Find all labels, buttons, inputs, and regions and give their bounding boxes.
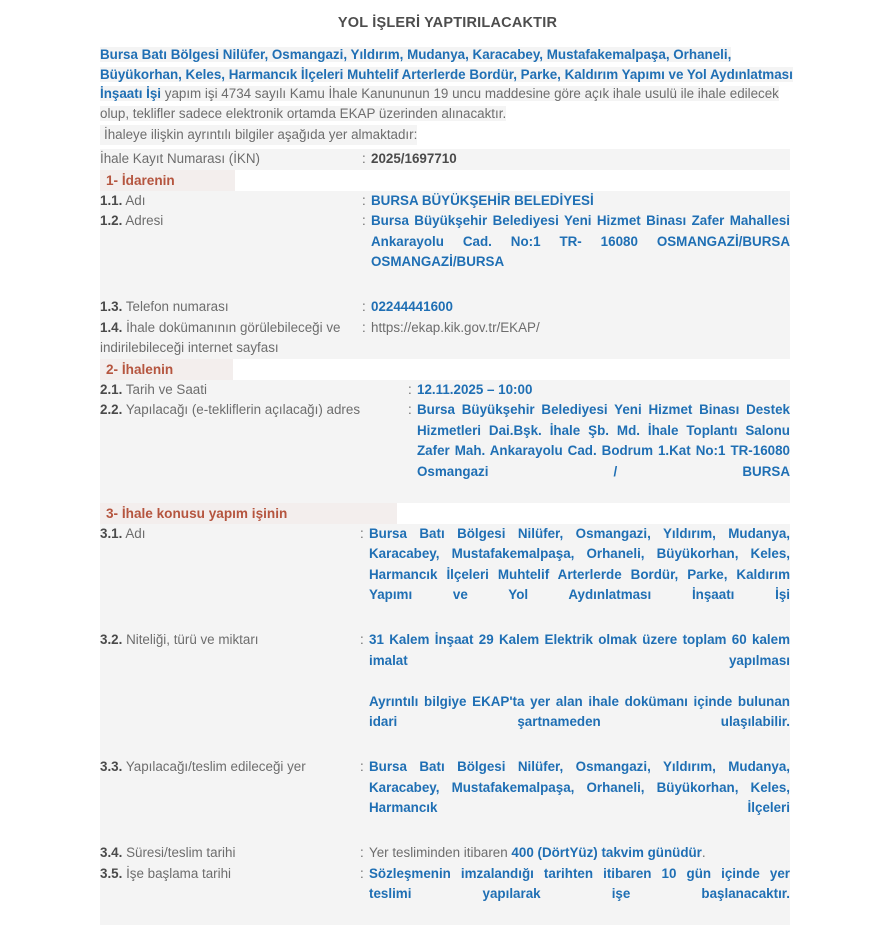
row-2-1-number: 2.1.	[100, 382, 122, 397]
page-title: YOL İŞLERİ YAPTIRILACAKTIR	[0, 0, 895, 45]
table-row-3-3	[100, 757, 790, 839]
details-table	[100, 149, 790, 380]
row-3-1-text: Adı	[122, 526, 145, 541]
row-3-5-number: 3.5.	[100, 866, 122, 881]
row-3-2-value-line2: Ayrıntılı bilgiye EKAP'ta yer alan ihale dokümanı içinde bulunan idari şartnameden ulaşılabilir.	[369, 692, 790, 754]
ikn-number: 2025/1697710	[371, 151, 457, 166]
intro-subline-wrap	[100, 123, 795, 145]
section-header-row-1	[100, 170, 790, 191]
row-1-1-number: 1.1.	[100, 193, 122, 208]
row-1-2-number: 1.2.	[100, 213, 122, 228]
section-header-row-3	[100, 503, 790, 524]
row-2-2-value-text: Bursa Büyükşehir Belediyesi Yeni Hizmet Binası Destek Hizmetleri Dai.Bşk. İhale Şb. Md. İhale Toplantı Salonu Zafer Mah. Ankarayolu Cad. Bodrum 1.Kat No:1 TR-16080 Osmangazi / BURSA	[417, 400, 790, 503]
table-row-1-1	[100, 191, 790, 212]
table-row-1-2	[100, 211, 790, 293]
row-2-2-value: : Bursa Büyükşehir Belediyesi Yeni Hizmet Binası Destek Hizmetleri Dai.Bşk. İhale Şb. Md. İhale Toplantı Salonu Zafer Mah. Ankarayolu Cad. Bodrum 1.Kat No:1 TR-16080 Osmangazi / BURSA	[408, 400, 790, 503]
table-row-2-1	[100, 380, 790, 401]
table-row-1-3	[100, 297, 790, 318]
intro-legal-text: yapım işi 4734 sayılı Kamu İhale Kanununun 19 uncu maddesine göre açık ihale usulü ile ihale edilecek olup, teklifler sadece elektronik ortamda EKAP üzerinden alınacaktır.	[100, 86, 779, 121]
row-3-3-value-text: Bursa Batı Bölgesi Nilüfer, Osmangazi, Yıldırım, Mudanya, Karacabey, Mustafakemalpaşa, Orhaneli, Büyükorhan, Keles, Harmancık İlçeleri	[369, 757, 790, 839]
intro-block	[0, 45, 895, 145]
table-row-3-1	[100, 524, 790, 627]
row-3-4-value: : Yer tesliminden itibaren 400 (DörtYüz) takvim günüdür.	[360, 843, 790, 864]
details-table-section2	[100, 380, 790, 524]
row-1-2-text: Adresi	[122, 213, 163, 228]
section-header-row-2	[100, 359, 790, 380]
table-row-3-2	[100, 630, 790, 753]
table-row-3-4	[100, 843, 790, 864]
row-1-4-text: İhale dokümanının görülebileceği ve indirilebileceği internet sayfası	[100, 320, 340, 356]
row-1-4-number: 1.4.	[100, 320, 122, 335]
row-3-4-value-duration: 400 (DörtYüz) takvim günüdür	[511, 845, 701, 860]
row-2-2-text: Yapılacağı (e-tekliflerin açılacağı) adres	[122, 402, 360, 417]
row-1-1-value: : BURSA BÜYÜKŞEHİR BELEDİYESİ	[362, 191, 790, 212]
row-3-5-value-text: Sözleşmenin imzalandığı tarihten itibaren 10 gün içinde yer teslimi yapılarak işe başlanacaktır.	[369, 864, 790, 925]
row-1-1-value-text: BURSA BÜYÜKŞEHİR BELEDİYESİ	[371, 191, 790, 212]
row-3-1-label	[100, 524, 360, 627]
row-3-1-value-text: Bursa Batı Bölgesi Nilüfer, Osmangazi, Yıldırım, Mudanya, Karacabey, Mustafakemalpaşa, Orhaneli, Büyükorhan, Keles, Harmancık İlçeleri Muhtelif Arterlerde Bordür, Parke, Kaldırım Yapımı ve Yol Aydınlatması İnşaatı İşi	[369, 524, 790, 627]
row-3-4-number: 3.4.	[100, 845, 122, 860]
row-3-3-number: 3.3.	[100, 759, 122, 774]
row-3-2-text: Niteliği, türü ve miktarı	[122, 632, 258, 647]
row-3-5-label	[100, 864, 360, 925]
section-heading-ihale-konusu: 3- İhale konusu yapım işinin	[100, 503, 397, 524]
row-1-3-label	[100, 297, 362, 318]
row-1-4-value-url[interactable]: https://ekap.kik.gov.tr/EKAP/	[371, 318, 790, 339]
row-1-1-label	[100, 191, 362, 212]
row-3-5-text: İşe başlama tarihi	[122, 866, 231, 881]
row-2-2-number: 2.2.	[100, 402, 122, 417]
details-table-section3	[100, 524, 790, 925]
table-row-ikn	[100, 149, 790, 170]
section-heading-ihalenin: 2- İhalenin	[100, 359, 233, 380]
row-3-4-text: Süresi/teslim tarihi	[122, 845, 235, 860]
row-3-2-label	[100, 630, 360, 753]
row-1-3-text: Telefon numarası	[122, 299, 228, 314]
row-2-1-label	[100, 380, 408, 401]
table-row-3-5	[100, 864, 790, 925]
row-3-1-number: 3.1.	[100, 526, 122, 541]
row-1-2-value-text: Bursa Büyükşehir Belediyesi Yeni Hizmet Binası Zafer Mahallesi Ankarayolu Cad. No:1 TR- 16080 OSMANGAZİ/BURSA OSMANGAZİ/BURSA	[371, 211, 790, 293]
row-1-4-value: : https://ekap.kik.gov.tr/EKAP/	[362, 318, 790, 359]
intro-paragraph	[100, 45, 795, 123]
row-2-1-value-text: 12.11.2025 – 10:00	[417, 380, 790, 401]
table-row-2-2	[100, 400, 790, 503]
row-3-3-label	[100, 757, 360, 839]
details-table-wrap	[0, 149, 895, 925]
row-2-1-value: : 12.11.2025 – 10:00	[408, 380, 790, 401]
row-1-3-value: : 02244441600	[362, 297, 790, 318]
row-1-2-label	[100, 211, 362, 293]
row-2-2-label	[100, 400, 408, 503]
row-3-3-value: : Bursa Batı Bölgesi Nilüfer, Osmangazi, Yıldırım, Mudanya, Karacabey, Mustafakemalpaşa, Orhaneli, Büyükorhan, Keles, Harmancık İlçeleri	[360, 757, 790, 839]
section-heading-idarenin: 1- İdarenin	[100, 170, 235, 191]
intro-project-name: Bursa Batı Bölgesi Nilüfer, Osmangazi, Yıldırım, Mudanya, Karacabey, Mustafakemalpaşa, Orhaneli, Büyükorhan, Keles, Harmancık İlçeleri Muhtelif Arterlerde Bordür, Parke, Kaldırım Yapımı ve Yol Aydınlatması İnşaatı İşi	[100, 47, 793, 101]
row-3-2-number: 3.2.	[100, 632, 122, 647]
row-1-4-label	[100, 318, 362, 359]
row-3-4-value-suffix: .	[702, 845, 706, 860]
ikn-value: : 2025/1697710	[362, 149, 790, 170]
row-3-3-text: Yapılacağı/teslim edileceği yer	[122, 759, 305, 774]
row-1-1-text: Adı	[122, 193, 145, 208]
row-3-2-value: : 31 Kalem İnşaat 29 Kalem Elektrik olmak üzere toplam 60 kalem imalat yapılması Ayrıntılı bilgiye EKAP'ta yer alan ihale dokümanı içinde bulunan idari şartnameden ulaşılabilir.	[360, 630, 790, 753]
row-3-1-value: : Bursa Batı Bölgesi Nilüfer, Osmangazi, Yıldırım, Mudanya, Karacabey, Mustafakemalpaşa, Orhaneli, Büyükorhan, Keles, Harmancık İlçeleri Muhtelif Arterlerde Bordür, Parke, Kaldırım Yapımı ve Yol Aydınlatması İnşaatı İşi	[360, 524, 790, 627]
row-1-3-number: 1.3.	[100, 299, 122, 314]
row-1-3-value-text: 02244441600	[371, 297, 790, 318]
row-1-2-value: : Bursa Büyükşehir Belediyesi Yeni Hizmet Binası Zafer Mahallesi Ankarayolu Cad. No:1 TR- 16080 OSMANGAZİ/BURSA OSMANGAZİ/BURSA	[362, 211, 790, 293]
row-3-4-label	[100, 843, 360, 864]
row-3-4-value-prefix: Yer tesliminden itibaren	[369, 845, 511, 860]
ikn-label: İhale Kayıt Numarası (İKN)	[100, 149, 362, 170]
intro-subline: İhaleye ilişkin ayrıntılı bilgiler aşağıda yer almaktadır:	[100, 125, 417, 145]
row-3-2-value-line1: 31 Kalem İnşaat 29 Kalem Elektrik olmak üzere toplam 60 kalem imalat yapılması	[369, 630, 790, 692]
row-2-1-text: Tarih ve Saati	[122, 382, 207, 397]
row-3-5-value: : Sözleşmenin imzalandığı tarihten itibaren 10 gün içinde yer teslimi yapılarak işe başlanacaktır.	[360, 864, 790, 925]
table-row-1-4	[100, 318, 790, 359]
